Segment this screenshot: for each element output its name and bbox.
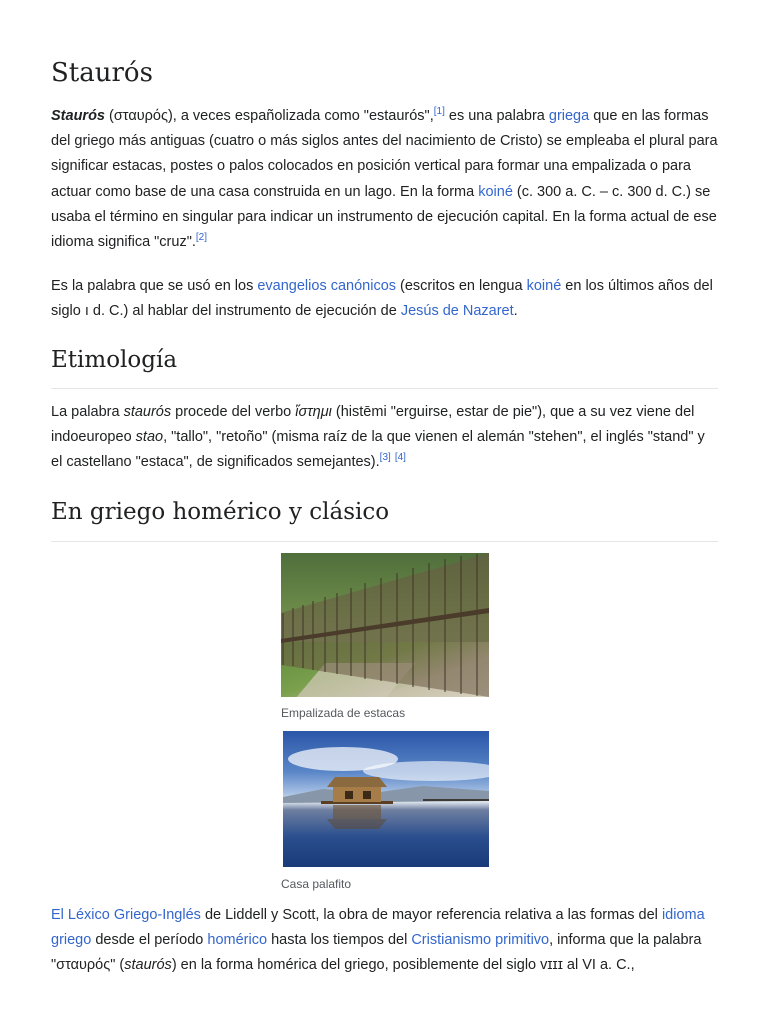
- ref-link-4[interactable]: [4]: [394, 452, 406, 464]
- link-idioma-griego[interactable]: idioma griego: [51, 907, 705, 949]
- term-histemi: ἵστημι: [295, 404, 332, 420]
- stilt-house-photo[interactable]: [283, 731, 489, 867]
- figure-caption: Empalizada de estacas: [281, 706, 406, 720]
- page-title: Staurós: [51, 58, 153, 88]
- figure-casa-palafito: [281, 731, 491, 892]
- ref-link-1[interactable]: [1]: [433, 106, 445, 118]
- term-stauros: Staurós: [51, 108, 105, 124]
- stilt-house-graphic: [283, 731, 489, 867]
- ref-link-3[interactable]: [3]: [379, 452, 391, 464]
- intro-paragraph: Staurós (σταυρός), a veces españolizada como "estaurós",[1] es una palabra griega que en las formas del griego más antiguas (cuatro o más siglos antes del nacimiento de Cristo) se empleaba el plural para significar estacas, postes o palos colocados en posición vertical para formar una empalizada o para actuar como base de una casa construida en un lago. En la forma koiné (c. 300 a. C. – c. 300 d. C.) se usaba el término en singular para indicar un instrumento de ejecución capital. En la forma actual de ese idioma significa "cruz".[2]: [51, 106, 718, 251]
- section-divider: [51, 388, 718, 389]
- section-divider: [51, 541, 718, 542]
- link-lexico-griego-ingles[interactable]: El Léxico Griego-Inglés: [51, 907, 201, 923]
- link-jesus-de-nazaret[interactable]: Jesús de Nazaret: [400, 303, 514, 320]
- link-griega[interactable]: griega: [548, 108, 590, 124]
- etymology-paragraph: La palabra staurós procede del verbo ἵστημι (histēmi "erguirse, estar de pie"), que a su vez viene del indoeuropeo stao, "tallo", "retoño" (misma raíz de la que vienen el alemán "stehen", el inglés "stand" y el castellano "estaca", de significados semejantes).[3] [4]: [51, 404, 705, 471]
- palisade-photo[interactable]: [281, 553, 489, 697]
- term-stauros-italic: staurós: [123, 404, 172, 420]
- homeric-paragraph: El Léxico Griego-Inglés de Liddell y Scott, la obra de mayor referencia relativa a las formas del idioma griego desde el período homérico hasta los tiempos del Cristianismo primitivo, informa que la palabra "σταυρός" (staurós) en la forma homérica del griego, posiblemente del siglo ᴠɪɪɪ al VI a. C.,: [51, 907, 705, 974]
- link-koine[interactable]: koiné: [478, 183, 513, 200]
- link-cristianismo-primitivo[interactable]: Cristianismo primitivo: [411, 932, 550, 949]
- section-heading-griego-homerico: En griego homérico y clásico: [51, 499, 390, 525]
- link-homerico[interactable]: homérico: [207, 932, 268, 949]
- figure-caption: Casa palafito: [281, 877, 352, 891]
- second-paragraph: Es la palabra que se usó en los evangelios canónicos (escritos en lengua koiné en los últimos años del siglo ı d. C.) al hablar del instrumento de ejecución de Jesús de Nazaret.: [51, 278, 713, 320]
- section-heading-etimologia: Etimología: [51, 347, 178, 373]
- ref-link-2[interactable]: [2]: [195, 232, 207, 244]
- figure-empalizada: [281, 553, 491, 721]
- term-stao: stao: [135, 429, 164, 446]
- link-koine-2[interactable]: koiné: [526, 278, 562, 294]
- term-stauros-homeric: staurós: [124, 957, 172, 974]
- palisade-fence-graphic: [281, 553, 489, 697]
- link-evangelios-canonicos[interactable]: evangelios canónicos: [257, 278, 397, 294]
